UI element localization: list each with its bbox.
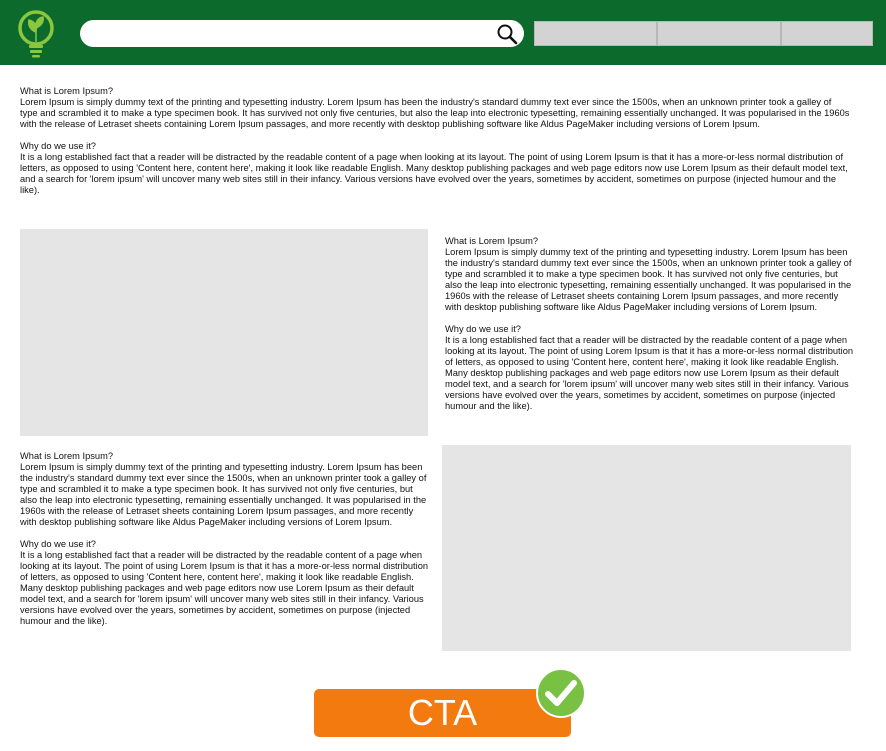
section-heading: Why do we use it? [20, 539, 96, 549]
search-bar [80, 20, 524, 47]
intro-text-section [20, 86, 850, 196]
header-bar [0, 0, 886, 65]
feature-text-left [20, 451, 430, 627]
section-heading: Why do we use it? [445, 324, 521, 334]
feature-text-right [445, 236, 855, 412]
section-paragraph: It is a long established fact that a reader will be distracted by the readable content of a page when looking at its layout. The point of using Lorem Ipsum is that it has a more-or-less normal distribution of letters, as opposed to using 'Content here, content here', making it look like readable English. Many desktop publishing packages and web page editors now use Lorem Ipsum as their default model text, and a search for 'lorem ipsum' will uncover many web sites still in their infancy. Various versions have evolved over the years, sometimes by accident, sometimes on purpose (injected humour and the like). [20, 550, 429, 626]
section-paragraph: It is a long established fact that a reader will be distracted by the readable content of a page when looking at its layout. The point of using Lorem Ipsum is that it has a more-or-less normal distribution of letters, as opposed to using 'Content here, content here', making it look like readable English. Many desktop publishing packages and web page editors now use Lorem Ipsum as their default model text, and a search for 'lorem ipsum' will uncover many web sites still in their infancy. Various versions have evolved over the years, sometimes by accident, sometimes on purpose (injected humour and the like). [445, 335, 854, 411]
image-placeholder [20, 229, 428, 436]
search-button[interactable] [496, 23, 518, 45]
lightbulb-leaf-icon[interactable] [14, 8, 58, 58]
section-paragraph: Lorem Ipsum is simply dummy text of the printing and typesetting industry. Lorem Ipsum has been the industry's standard dummy text ever since the 1500s, when an unknown printer took a galley of type and scrambled it to make a type specimen book. It has survived not only five centuries, but also the leap into electronic typesetting, remaining essentially unchanged. It was popularised in the 1960s with the release of Letraset sheets containing Lorem Ipsum passages, and more recently with desktop publishing software like Aldus PageMaker including versions of Lorem Ipsum. [20, 462, 427, 527]
nav-button-3[interactable] [781, 21, 873, 46]
search-input[interactable] [94, 23, 494, 44]
section-heading: What is Lorem Ipsum? [445, 236, 539, 246]
section-heading: What is Lorem Ipsum? [20, 86, 114, 96]
section-heading: Why do we use it? [20, 141, 96, 151]
search-icon [496, 23, 518, 45]
check-circle-icon [535, 667, 587, 719]
cta-button[interactable]: CTA [314, 689, 571, 737]
section-paragraph: Lorem Ipsum is simply dummy text of the printing and typesetting industry. Lorem Ipsum has been the industry's standard dummy text ever since the 1500s, when an unknown printer took a galley of type and scrambled it to make a type specimen book. It has survived not only five centuries, but also the leap into electronic typesetting, remaining essentially unchanged. It was popularised in the 1960s with the release of Letraset sheets containing Lorem Ipsum passages, and more recently with desktop publishing software like Aldus PageMaker including versions of Lorem Ipsum. [445, 247, 852, 312]
nav-button-1[interactable] [534, 21, 657, 46]
section-paragraph: It is a long established fact that a reader will be distracted by the readable content of a page when looking at its layout. The point of using Lorem Ipsum is that it has a more-or-less normal distribution of letters, as opposed to using 'Content here, content here', making it look like readable English. Many desktop publishing packages and web page editors now use Lorem Ipsum as their default model text, and a search for 'lorem ipsum' will uncover many web sites still in their infancy. Various versions have evolved over the years, sometimes by accident, sometimes on purpose (injected humour and the like). [20, 152, 848, 195]
section-paragraph: Lorem Ipsum is simply dummy text of the printing and typesetting industry. Lorem Ipsum has been the industry's standard dummy text ever since the 1500s, when an unknown printer took a galley of type and scrambled it to make a type specimen book. It has survived not only five centuries, but also the leap into electronic typesetting, remaining essentially unchanged. It was popularised in the 1960s with the release of Letraset sheets containing Lorem Ipsum passages, and more recently with desktop publishing software like Aldus PageMaker including versions of Lorem Ipsum. [20, 97, 850, 129]
image-placeholder [442, 445, 851, 651]
section-heading: What is Lorem Ipsum? [20, 451, 114, 461]
nav-button-2[interactable] [657, 21, 781, 46]
